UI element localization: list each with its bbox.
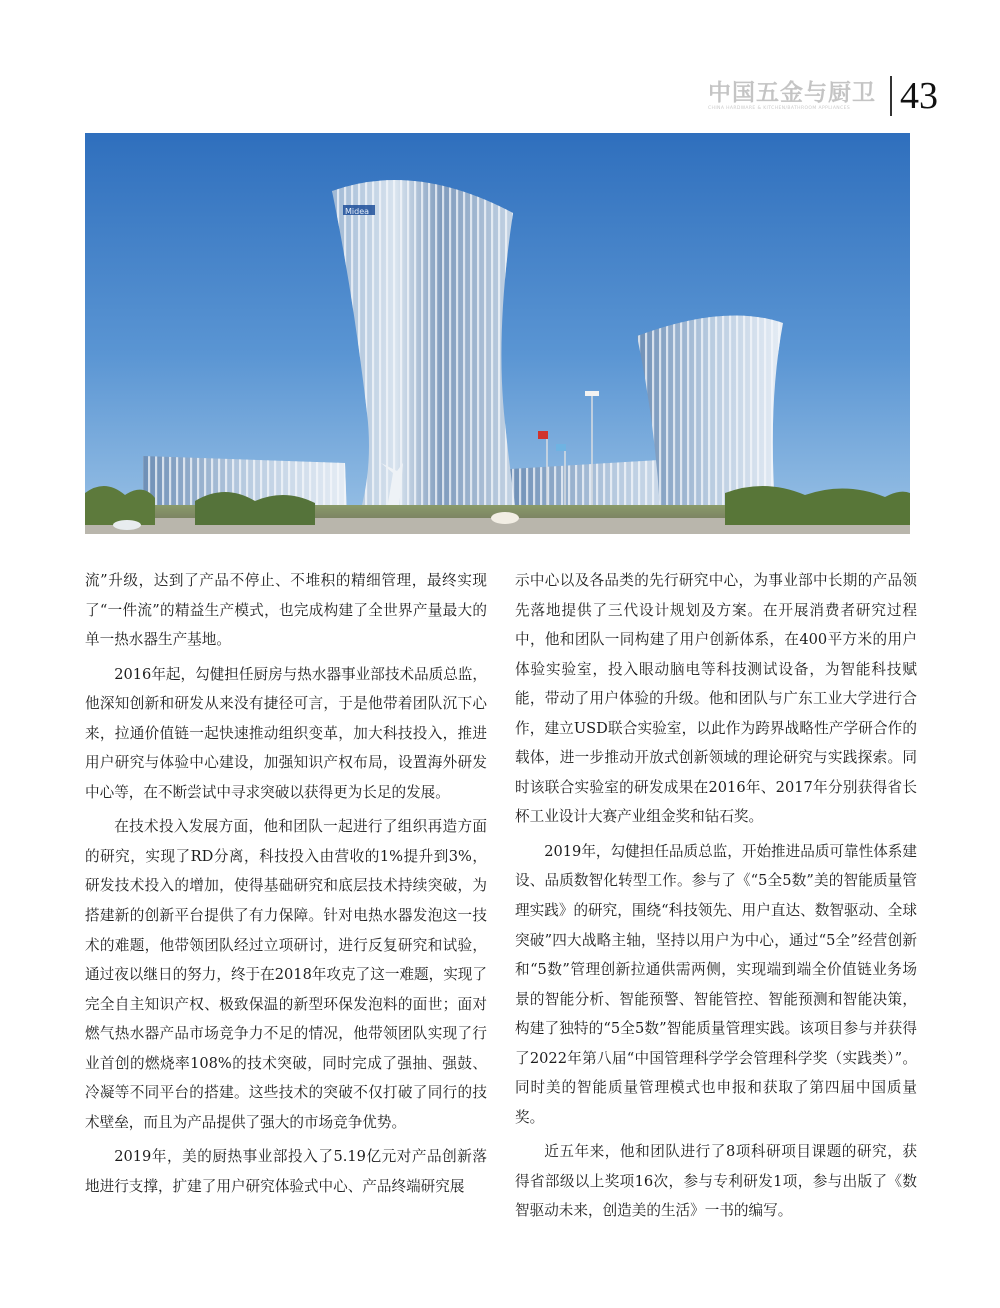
page-header <box>708 74 938 118</box>
paragraph: 流”升级，达到了产品不停止、不堆积的精细管理，最终实现了“一件流”的精益生产模式，也完成构建了全世界产量最大的单一热水器生产基地。 <box>85 572 487 649</box>
page-number: 43 <box>900 75 938 117</box>
paragraph: 近五年来，他和团队进行了8项科研项目课题的研究，获得省部级以上奖项16次，参与专利研发1项，参与出版了《数智驱动未来，创造美的生活》一书的编写。 <box>515 1143 917 1220</box>
paragraph: 2016年起，勾健担任厨房与热水器事业部技术品质总监，他深知创新和研发从来没有捷径可言，于是他带着团队沉下心来，拉通价值链一起快速推动组织变革，加大科技投入，推进用户研究与体验中心建设，加强知识产权布局，设置海外研发中心等，在不断尝试中寻求突破以获得更为长足的发展。 <box>85 665 487 801</box>
magazine-subtitle: CHINA HARDWARE & KITCHEN/BATHROOM APPLIANCES <box>708 106 851 111</box>
magazine-masthead <box>708 80 876 112</box>
magazine-title: 中国五金与厨卫 <box>708 80 876 106</box>
paragraph: 示中心以及各品类的先行研究中心，为事业部中长期的产品领先落地提供了三代设计规划及方案。在开展消费者研究过程中，他和团队一同构建了用户创新体系，在400平方米的用户体验实验室，投入眼动脑电等科技测试设备，为智能科技赋能，带动了用户体验的升级。他和团队与广东工业大学进行合作，建立USD联合实验室，以此作为跨界战略性产学研合作的载体，进一步推动开放式创新领域的理论研究与实践探索。同时该联合实验室的研发成果在2016年、2017年分别获得省长杯工业设计大赛产业组金奖和钻石奖。 <box>515 572 917 826</box>
article-column-right <box>515 566 917 1226</box>
paragraph: 2019年，美的厨热事业部投入了5.19亿元对产品创新落地进行支撑，扩建了用户研究体验式中心、产品终端研究展 <box>85 1148 487 1195</box>
building-photo <box>85 133 910 534</box>
tower-sign: Midea <box>345 207 370 216</box>
header-divider <box>890 76 892 116</box>
paragraph: 在技术投入发展方面，他和团队一起进行了组织再造方面的研究，实现了RD分离，科技投入由营收的1%提升到3%，研发技术投入的增加，使得基础研究和底层技术持续突破，为搭建新的创新平台提供了有力保障。针对电热水器发泡这一技术的难题，他带领团队经过立项研讨，进行反复研究和试验，通过夜以继日的努力，终于在2018年攻克了这一难题，实现了完全自主知识产权、极致保温的新型环保发泡料的面世；面对燃气热水器产品市场竞争力不足的情况，他带领团队实现了行业首创的燃烧率108%的技术突破，同时完成了强抽、强鼓、冷凝等不同平台的搭建。这些技术的突破不仅打破了同行的技术壁垒，而且为产品提供了强大的市场竞争优势。 <box>85 818 487 1131</box>
article-column-left <box>85 566 487 1201</box>
paragraph: 2019年，勾健担任品质总监，开始推进品质可靠性体系建设、品质数智化转型工作。参与了《“5全5数”美的智能质量管理实践》的研究，围绕“科技领先、用户直达、数智驱动、全球突破”四大战略主轴，坚持以用户为中心，通过“5全”经营创新和“5数”管理创新拉通供需两侧，实现端到端全价值链业务场景的智能分析、智能预警、智能管控、智能预测和智能决策，构建了独特的“5全5数”智能质量管理实践。该项目参与并获得了2022年第八届“中国管理科学学会管理科学奖（实践类）”。同时美的智能质量管理模式也申报和获取了第四届中国质量奖。 <box>515 842 917 1126</box>
